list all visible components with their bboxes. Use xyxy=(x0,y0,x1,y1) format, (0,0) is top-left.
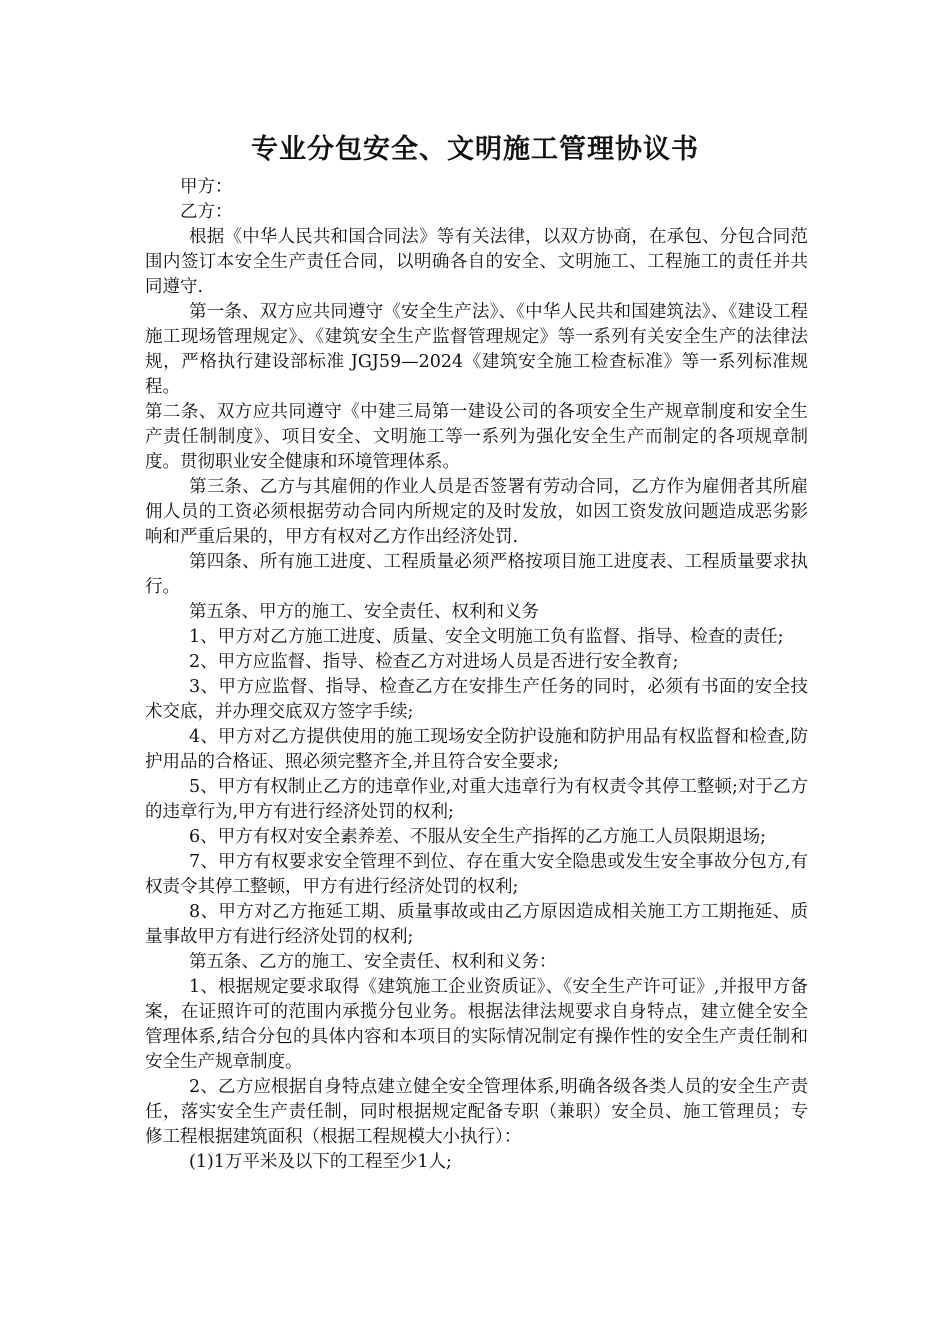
document-body xyxy=(145,175,808,1175)
paragraph-preamble: 根据《中华人民共和国合同法》等有关法律，以双方协商，在承包、分包合同范围内签订本安全生产责任合同，以明确各自的安全、文明施工、工程施工的责任并共同遵守. xyxy=(145,227,808,297)
paragraph-article-4: 第四条、所有施工进度、工程质量必须严格按项目施工进度表、工程质量要求执行。 xyxy=(145,552,808,597)
paragraph-article-5b-heading: 第五条、乙方的施工、安全责任、权利和义务： xyxy=(189,952,557,972)
list-item-a7: 7、甲方有权要求安全管理不到位、存在重大安全隐患或发生安全事故分包方,有权责令其停工整顿，甲方有进行经济处罚的权利; xyxy=(145,852,808,897)
list-item-b2: 2、乙方应根据自身特点建立健全安全管理体系,明确各级各类人员的安全生产责任，落实安全生产责任制，同时根据规定配备专职（兼职）安全员、施工管理员；专修工程根据建筑面积（根据工程规模大小执行）： xyxy=(145,1077,808,1147)
list-item-a2: 2、甲方应监督、指导、检查乙方对进场人员是否进行安全教育; xyxy=(189,652,679,672)
paragraph-article-1: 第一条、双方应共同遵守《安全生产法》、《中华人民共和国建筑法》、《建设工程施工现场管理规定》、《建筑安全生产监督管理规定》等一系列有关安全生产的法律法规，严格执行建设部标准 JGJ59—2024《建筑安全施工检查标准》等一系列标准规程。 xyxy=(145,302,808,397)
list-item-a3: 3、甲方应监督、指导、检查乙方在安排生产任务的同时，必须有书面的安全技术交底，并办理交底双方签字手续; xyxy=(145,677,808,722)
list-item-a6: 6、甲方有权对安全素养差、不服从安全生产指挥的乙方施工人员限期退场; xyxy=(189,827,767,847)
document-title: 专业分包安全、文明施工管理协议书 xyxy=(251,134,699,165)
list-item-a5: 5、甲方有权制止乙方的违章作业,对重大违章行为有权责令其停工整顿;对于乙方的违章行为,甲方有进行经济处罚的权利; xyxy=(145,777,808,822)
list-item-b1: 1、根据规定要求取得《建筑施工企业资质证》、《安全生产许可证》,并报甲方备案，在证照许可的范围内承揽分包业务。根据法律法规要求自身特点，建立健全安全管理体系,结合分包的具体内容和本项目的实际情况制定有操作性的安全生产责任制和安全生产规章制度。 xyxy=(145,977,808,1072)
list-item-a4: 4、甲方对乙方提供使用的施工现场安全防护设施和防护用品有权监督和检查,防护用品的合格证、照必须完整齐全,并且符合安全要求; xyxy=(145,727,808,772)
paragraph-article-3: 第三条、乙方与其雇佣的作业人员是否签署有劳动合同，乙方作为雇佣者其所雇佣人员的工资必须根据劳动合同内所规定的及时发放，如因工资发放问题造成恶劣影响和严重后果的，甲方有权对乙方作出经济处罚. xyxy=(145,477,808,547)
party-b-line: 乙方： xyxy=(180,202,233,222)
list-item-a1: 1、甲方对乙方施工进度、质量、安全文明施工负有监督、指导、检查的责任; xyxy=(189,627,784,647)
list-item-a8: 8、甲方对乙方拖延工期、质量事故或由乙方原因造成相关施工方工期拖延、质量事故甲方有进行经济处罚的权利; xyxy=(145,902,808,947)
paragraph-article-2: 第二条、双方应共同遵守《中建三局第一建设公司的各项安全生产规章制度和安全生产责任制制度》、项目安全、文明施工等一系列为强化安全生产而制定的各项规章制度。贯彻职业安全健康和环境管理体系。 xyxy=(145,402,808,472)
party-a-line: 甲方： xyxy=(180,177,233,197)
paragraph-article-5-heading: 第五条、甲方的施工、安全责任、权利和义务 xyxy=(189,602,539,622)
list-item-b2-sub1: (1)1万平米及以下的工程至少1人; xyxy=(189,1152,452,1172)
